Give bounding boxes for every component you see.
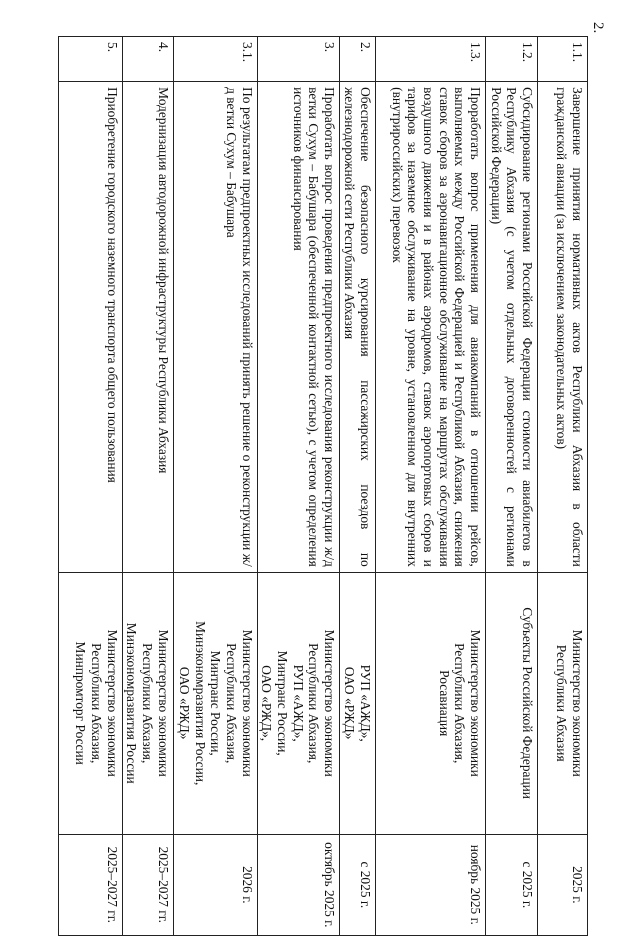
responsible-line: РУП «АЖД»,	[358, 664, 373, 742]
row-deadline: с 2025 г.	[340, 834, 376, 935]
row-deadline: 2025–2027 гг.	[122, 834, 173, 935]
responsible-line: ОАО «РЖД»	[176, 666, 192, 740]
row-deadline: ноябрь 2025 г.	[376, 834, 486, 935]
responsible-line: Республики Абхазия,	[306, 643, 322, 764]
responsible-line: Росавиация	[436, 670, 452, 737]
row-responsible	[122, 572, 173, 834]
responsible-line: Минтранс России,	[208, 650, 224, 756]
row-task: Приобретение городского наземного транспорта общего пользования	[58, 82, 122, 573]
row-responsible	[173, 572, 257, 834]
table-row	[376, 37, 486, 936]
responsible-line: Республики Абхазия,	[88, 643, 104, 764]
page-number: 2.	[590, 22, 606, 34]
responsible-line: Министерство экономики	[104, 629, 120, 777]
row-number: 4.	[122, 37, 173, 82]
row-number: 3.1.	[173, 37, 257, 82]
table-row	[538, 37, 588, 936]
table-row	[257, 37, 339, 936]
table-row	[340, 37, 376, 936]
row-responsible	[376, 572, 486, 834]
row-deadline: 2026 г.	[173, 834, 257, 935]
responsible-line: РУП «АЖД»,	[290, 664, 306, 742]
responsible-line: Министерство экономики	[570, 629, 585, 777]
responsible-line: Республики Абхазия,	[452, 643, 468, 764]
responsible-line: Республики Абхазия,	[139, 643, 155, 764]
table-row	[58, 37, 122, 936]
row-task: Проработать вопрос проведения предпроектного исследования реконструкции ж/д ветки Сухум – Бабушара (обеспеченной контактной сетью), с учетом определения источников финансирования	[257, 82, 339, 573]
responsible-line: Субъекты Российской Федерации	[520, 607, 535, 799]
row-deadline: октябрь 2025 г.	[257, 834, 339, 935]
row-number: 2.	[340, 37, 376, 82]
row-number: 1.1.	[538, 37, 588, 82]
measures-table	[58, 36, 588, 936]
row-deadline: 2025–2027 гг.	[58, 834, 122, 935]
responsible-line: Минтранс России,	[274, 650, 290, 756]
responsible-line: ОАО «РЖД»	[342, 666, 358, 740]
row-responsible	[486, 572, 538, 834]
row-task: Обеспечение безопасного курсирования пассажирских поездов по железнодорожной сети Республики Абхазия	[340, 82, 376, 573]
row-number: 1.3.	[376, 37, 486, 82]
responsible-line: Министерство экономики	[239, 629, 255, 777]
responsible-line: Республики Абхазия	[554, 644, 570, 762]
responsible-line: Министерство экономики	[322, 629, 337, 777]
row-number: 5.	[58, 37, 122, 82]
row-responsible	[58, 572, 122, 834]
measures-table-rotated	[40, 36, 588, 936]
row-number: 3.	[257, 37, 339, 82]
responsible-line: Министерство экономики	[468, 629, 483, 777]
row-task: По результатам предпроектных исследований принять решение о реконструкции ж/д ветки Сухум – Бабушара	[173, 82, 257, 573]
responsible-line: Министерство экономики	[155, 629, 171, 777]
table-row	[486, 37, 538, 936]
row-responsible	[538, 572, 588, 834]
table-row	[173, 37, 257, 936]
responsible-line: Минпромторг России	[73, 641, 89, 765]
row-task: Завершение принятия нормативных актов Республики Абхазия в области гражданской авиации (за исключением законодательных актов)	[538, 82, 588, 573]
row-deadline: с 2025 г.	[486, 834, 538, 935]
responsible-line: Минэкономразвития России	[124, 622, 140, 784]
responsible-line: Республики Абхазия,	[223, 643, 239, 764]
table-row	[122, 37, 173, 936]
row-responsible	[340, 572, 376, 834]
row-task: Проработать вопрос применения для авиакомпаний в отношении рейсов, выполняемых между Российской Федерацией и Республикой Абхазия, снижения ставок сборов за аэронавигационное обслуживание на маршрутах обслуживания воздушного движения и в районах аэродромов, ставок аэропортовых сборов и тарифов за наземное обслуживание на уровне, установленном для внутренних (внутрироссийских) перевозок	[376, 82, 486, 573]
responsible-line: ОАО «РЖД»,	[259, 665, 275, 742]
row-responsible	[257, 572, 339, 834]
row-deadline: 2025 г.	[538, 834, 588, 935]
row-task: Модернизация автодорожной инфраструктуры Республики Абхазия	[122, 82, 173, 573]
row-number: 1.2.	[486, 37, 538, 82]
row-task: Субсидирование регионами Российской Федерации стоимости авиабилетов в Республику Абхазия (с учетом отдельных договоренностей с регионами Российской Федерации)	[486, 82, 538, 573]
responsible-line: Минэкономразвития России,	[192, 621, 208, 786]
